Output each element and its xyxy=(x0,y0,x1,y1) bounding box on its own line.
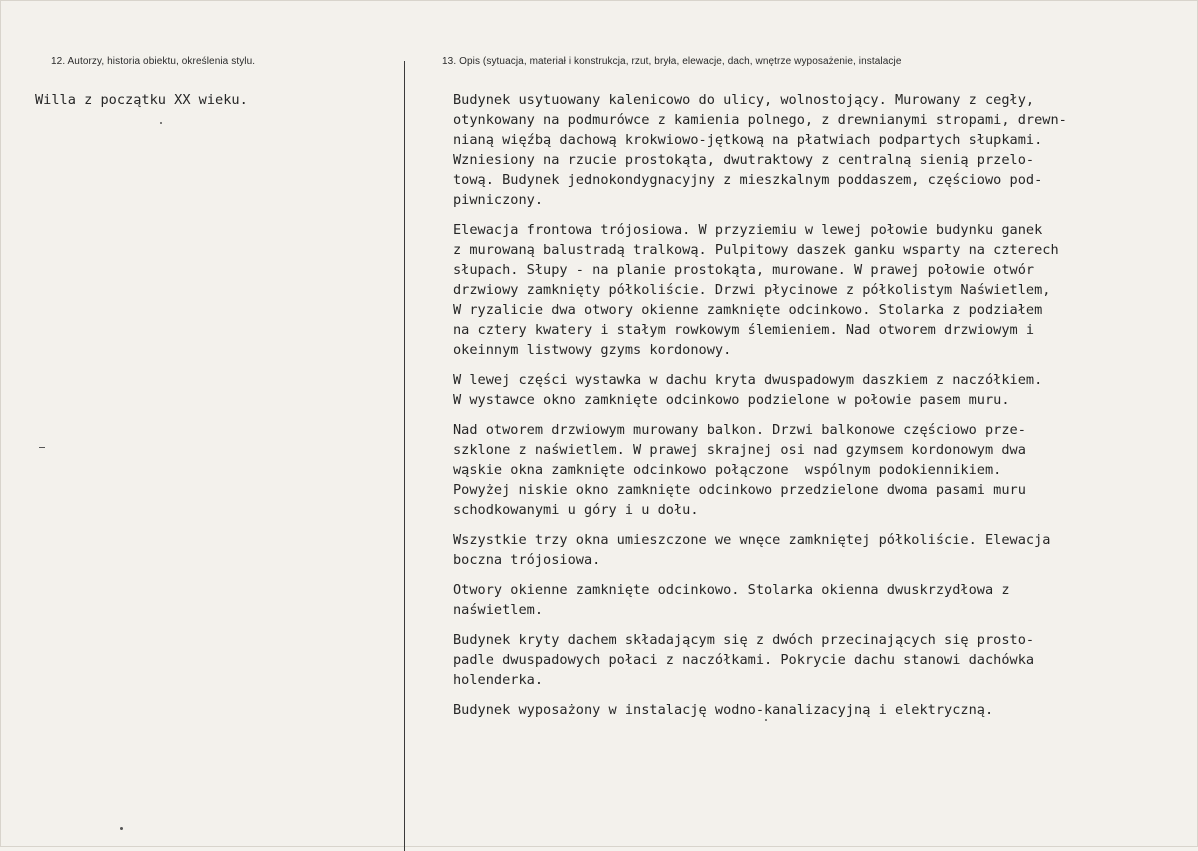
description-paragraph xyxy=(453,220,1183,360)
typed-line: W lewej części wystawka w dachu kryta dwuspadowym daszkiem z naczółkiem. xyxy=(453,372,1043,388)
typed-line: piwniczony. xyxy=(453,192,544,208)
typed-line: Wzniesiony na rzucie prostokąta, dwutraktowy z centralną sienią przelo- xyxy=(453,152,1035,168)
typed-line: W ryzalicie dwa otwory okienne zamknięte odcinkowo. Stolarka z podziałem xyxy=(453,302,1043,318)
description-paragraph xyxy=(453,530,1183,570)
description-paragraph xyxy=(453,630,1183,690)
typed-line: Nad otworem drzwiowym murowany balkon. Drzwi balkonowe częściowo prze- xyxy=(453,422,1026,438)
typed-line: Otwory okienne zamknięte odcinkowo. Stolarka okienna dwuskrzydłowa z xyxy=(453,582,1010,598)
description-paragraph xyxy=(453,370,1183,410)
typed-line: naświetlem. xyxy=(453,602,544,618)
typed-line: słupach. Słupy - na planie prostokąta, murowane. W prawej połowie otwór xyxy=(453,262,1035,278)
typed-line: schodkowanymi u góry i u dołu. xyxy=(453,502,699,518)
typed-line: padle dwuspadowych połaci z naczółkami. Pokrycie dachu stanowi dachówka xyxy=(453,652,1035,668)
description-paragraph xyxy=(453,580,1183,620)
typed-line: Wszystkie trzy okna umieszczone we wnęce zamkniętej półkoliście. Elewacja xyxy=(453,532,1051,548)
column-divider xyxy=(404,61,405,851)
typed-line: okeinnym listwowy gzyms kordonowy. xyxy=(453,342,732,358)
typed-line: tową. Budynek jednokondygnacyjny z mieszkalnym poddaszem, częściowo pod- xyxy=(453,172,1043,188)
typed-line: boczna trójosiowa. xyxy=(453,552,601,568)
typed-line: na cztery kwatery i stałym rowkowym ślemieniem. Nad otworem drzwiowym i xyxy=(453,322,1035,338)
description-paragraph xyxy=(453,90,1183,210)
typed-line: Budynek kryty dachem składającym się z dwóch przecinających się prosto- xyxy=(453,632,1035,648)
typed-line: drzwiowy zamknięty półkoliście. Drzwi płycinowe z półkolistym Naświetlem, xyxy=(453,282,1051,298)
section-13-header: 13. Opis (sytuacja, materiał i konstrukcja, rzut, bryła, elewacje, dach, wnętrze wyposażenie, instalacje xyxy=(442,56,902,67)
typed-line: wąskie okna zamknięte odcinkowo połączone wspólnym podokiennikiem. xyxy=(453,462,1002,478)
typed-line: W wystawce okno zamknięte odcinkowo podzielone w połowie pasem muru. xyxy=(453,392,1010,408)
typed-line: Budynek usytuowany kalenicowo do ulicy, wolnostojący. Murowany z cegły, xyxy=(453,92,1035,108)
typed-line: holenderka. xyxy=(453,672,544,688)
typed-line: szklone z naświetlem. W prawej skrajnej osi nad gzymsem kordonowym dwa xyxy=(453,442,1026,458)
typed-line: otynkowany na podmurówce z kamienia polnego, z drewnianymi stropami, drewn- xyxy=(453,112,1067,128)
paper-speck xyxy=(765,719,767,721)
typed-line: Elewacja frontowa trójosiowa. W przyziemiu w lewej połowie budynku ganek xyxy=(453,222,1043,238)
paper-speck xyxy=(120,827,123,830)
typed-line: nianą więźbą dachową krokwiowo-jętkową na płatwiach podpartych słupkami. xyxy=(453,132,1043,148)
description-column xyxy=(453,90,1183,730)
typed-line: Budynek wyposażony w instalację wodno-kanalizacyjną i elektryczną. xyxy=(453,702,994,718)
paper-speck xyxy=(39,447,45,448)
section-12-header: 12. Autorzy, historia obiektu, określenia stylu. xyxy=(51,56,256,67)
description-paragraph xyxy=(453,700,1183,720)
paper-speck xyxy=(160,122,162,124)
typed-line: Powyżej niskie okno zamknięte odcinkowo przedzielone dwoma pasami muru xyxy=(453,482,1026,498)
description-paragraph xyxy=(453,420,1183,520)
history-text: Willa z początku XX wieku. xyxy=(35,92,248,108)
typed-line: z murowaną balustradą tralkową. Pulpitowy daszek ganku wsparty na czterech xyxy=(453,242,1059,258)
